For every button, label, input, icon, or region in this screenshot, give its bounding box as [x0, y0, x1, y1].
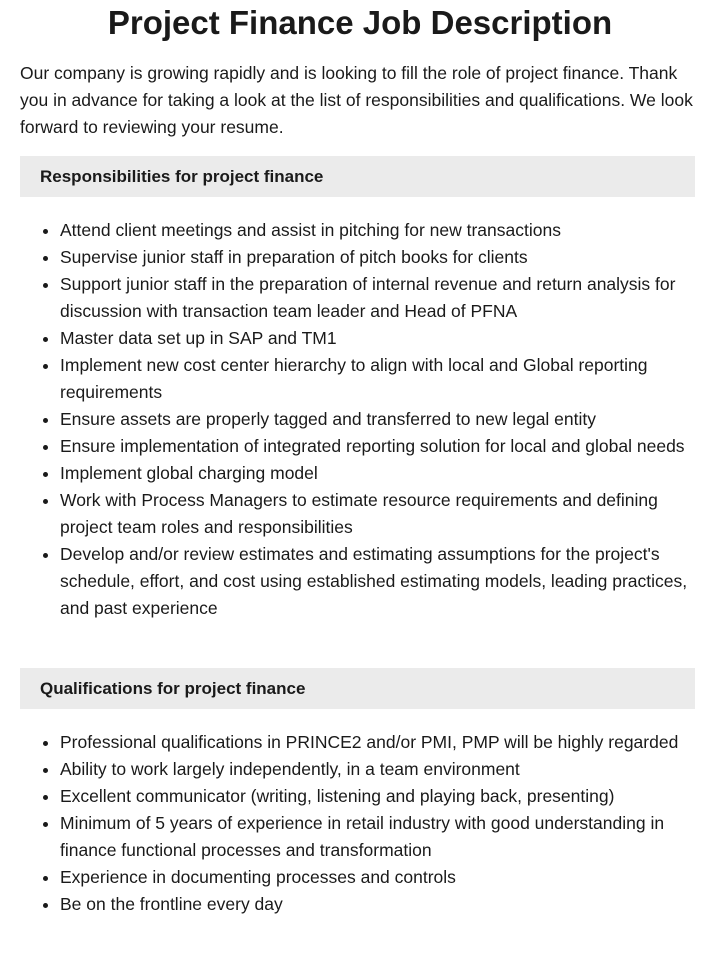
list-item: • Ability to work largely independently, in a team environment [60, 756, 695, 783]
list-item: • Work with Process Managers to estimate resource requirements and defining project team roles and responsibilities [60, 487, 695, 541]
list-item: • Ensure implementation of integrated reporting solution for local and global needs [60, 433, 695, 460]
list-item: • Master data set up in SAP and TM1 [60, 325, 695, 352]
list-item: • Support junior staff in the preparation of internal revenue and return analysis for discussion with transaction team leader and Head of PFNA [60, 271, 695, 325]
qualifications-list [20, 729, 695, 918]
responsibilities-heading: Responsibilities for project finance [40, 167, 324, 186]
list-item: • Develop and/or review estimates and estimating assumptions for the project's schedule, effort, and cost using established estimating models, leading practices, and past experience [60, 541, 695, 622]
intro-text: Our company is growing rapidly and is looking to fill the role of project finance. Thank you in advance for taking a look at the list of responsibilities and qualifications. We look forward to reviewing your resume. [20, 63, 693, 137]
page-title: Project Finance Job Description [107, 4, 613, 41]
responsibilities-header [20, 156, 695, 197]
list-item: • Excellent communicator (writing, listening and playing back, presenting) [60, 783, 695, 810]
list-item: • Professional qualifications in PRINCE2 and/or PMI, PMP will be highly regarded [60, 729, 695, 756]
responsibilities-list [20, 217, 695, 622]
list-item: • Be on the frontline every day [60, 891, 695, 918]
list-item: • Attend client meetings and assist in pitching for new transactions [60, 217, 695, 244]
qualifications-header [20, 668, 695, 709]
list-item: • Ensure assets are properly tagged and transferred to new legal entity [60, 406, 695, 433]
list-item: • Implement new cost center hierarchy to align with local and Global reporting requirements [60, 352, 695, 406]
list-item: • Experience in documenting processes and controls [60, 864, 695, 891]
list-item: • Minimum of 5 years of experience in retail industry with good understanding in finance functional processes and transformation [60, 810, 695, 864]
qualifications-heading: Qualifications for project finance [40, 679, 306, 698]
list-item: • Supervise junior staff in preparation of pitch books for clients [60, 244, 695, 271]
list-item: • Implement global charging model [60, 460, 695, 487]
